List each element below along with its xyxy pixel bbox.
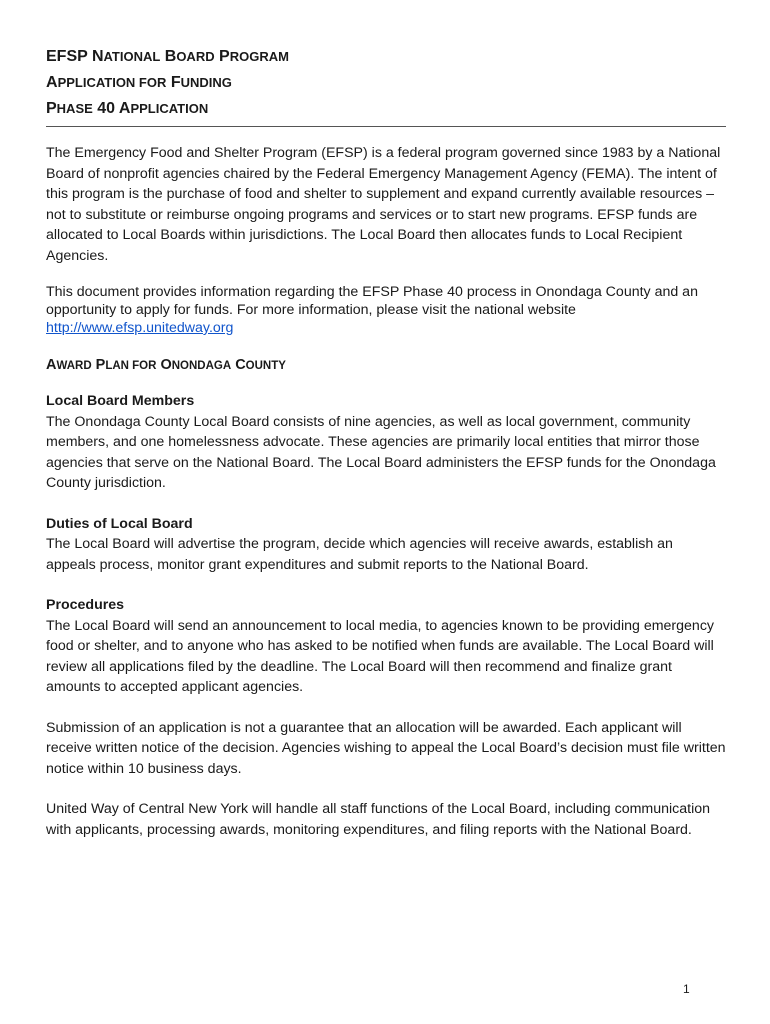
procedures-text: The Local Board will send an announcement to local media, to agencies known to be providing emergency food or shelter, and to anyone who has asked to be notified when funds are available. The Local Board will review all applications filed by the deadline. The Local Board will then recommend and finalize grant amounts to accepted applicant agencies. bbox=[46, 617, 715, 695]
duties-section bbox=[46, 514, 726, 576]
page-number: 1 bbox=[683, 982, 690, 996]
title-line-3: PHASE 40 APPLICATION bbox=[46, 100, 209, 117]
united-way-text: United Way of Central New York will handle all staff functions of the Local Board, including communication with applicants, processing awards, monitoring expenditures, and filing reports with the National Board. bbox=[46, 801, 711, 838]
efsp-website-link[interactable]: http://www.efsp.unitedway.org bbox=[46, 320, 234, 336]
info-paragraph: This document provides information regarding the EFSP Phase 40 process in Onondaga County and an opportunity to apply for funds. For more information, please visit the national website http://www.efsp.unitedway.org bbox=[46, 284, 698, 336]
local-board-members-text: The Onondaga County Local Board consists of nine agencies, as well as local government, community members, and one homelessness advocate. These agencies are primarily local entities that mirror those agencies that serve on the National Board. The Local Board administers the EFSP funds for the Onondaga County jurisdiction. bbox=[46, 413, 716, 491]
title-line-1: EFSP NATIONAL BOARD PROGRAM bbox=[46, 48, 289, 65]
duties-text: The Local Board will advertise the program, decide which agencies will receive awards, establish an appeals process, monitor grant expenditures and submit reports to the National Board. bbox=[46, 536, 673, 573]
duties-heading: Duties of Local Board bbox=[46, 515, 193, 532]
award-plan-heading: AWARD PLAN FOR ONONDAGA COUNTY bbox=[46, 357, 286, 373]
local-board-members-heading: Local Board Members bbox=[46, 393, 195, 409]
procedures-heading: Procedures bbox=[46, 597, 125, 613]
submission-section bbox=[46, 718, 726, 780]
intro-paragraph: The Emergency Food and Shelter Program (EFSP) is a federal program governed since 1983 by a National Board of nonprofit agencies chaired by the Federal Emergency Management Agency (FEMA). The intent of this program is the purchase of food and shelter to supplement and expand currently available resources – not to substitute or reimburse ongoing programs and services or to start new programs. EFSP funds are allocated to Local Boards within jurisdictions. The Local Board then allocates funds to Local Recipient Agencies. bbox=[46, 145, 721, 264]
title-line-2: APPLICATION FOR FUNDING bbox=[46, 74, 232, 91]
document-page bbox=[46, 44, 726, 860]
header-divider bbox=[46, 126, 726, 127]
submission-text: Submission of an application is not a guarantee that an allocation will be awarded. Each applicant will receive written notice of the decision. Agencies wishing to appeal the Local Board’s decision must file written notice within 10 business days. bbox=[46, 719, 726, 777]
local-board-members-section bbox=[46, 391, 726, 494]
united-way-section bbox=[46, 799, 726, 840]
procedures-section bbox=[46, 595, 726, 698]
